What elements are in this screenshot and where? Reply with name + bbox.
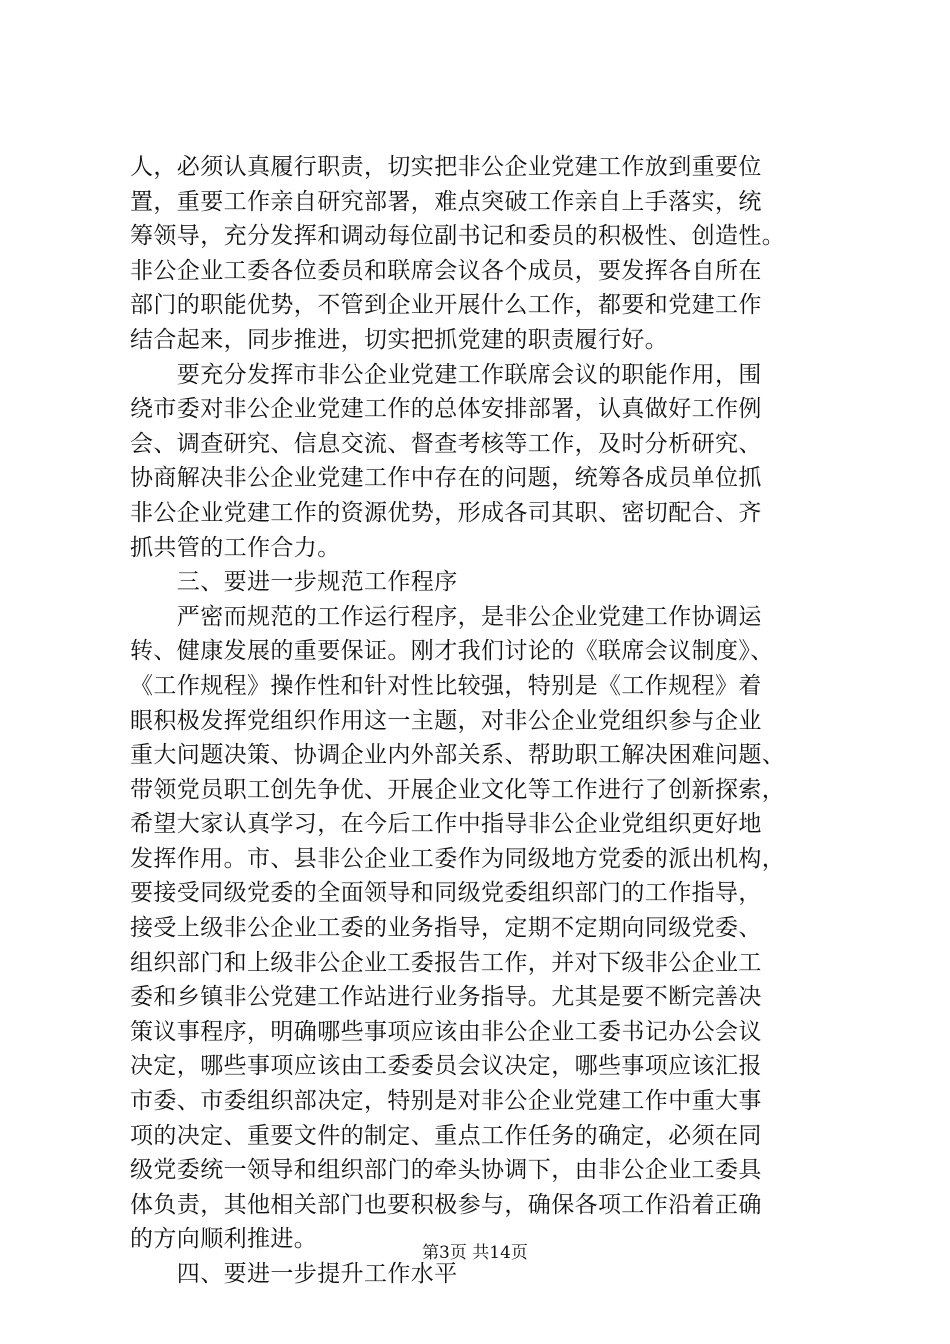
text-line: 部门的职能优势，不管到企业开展什么工作，都要和党建工作 bbox=[130, 292, 762, 319]
text-line: 抓共管的工作合力。 bbox=[130, 534, 341, 561]
text-line: 人，必须认真履行职责，切实把非公企业党建工作放到重要位 bbox=[130, 154, 762, 180]
text-line: 体负责，其他相关部门也要积极参与，确保各项工作沿着正确 bbox=[130, 1191, 762, 1218]
text-line: 要充分发挥市非公企业党建工作联席会议的职能作用，围 bbox=[130, 361, 762, 388]
text-line: 策议事程序，明确哪些事项应该由非公企业工委书记办公会议 bbox=[130, 1018, 762, 1045]
text-line: 协商解决非公企业党建工作中存在的问题，统筹各成员单位抓 bbox=[130, 465, 762, 492]
text-line: 三、要进一步规范工作程序 bbox=[130, 569, 458, 596]
text-line: 市委、市委组织部决定，特别是对非公企业党建工作中重大事 bbox=[130, 1088, 762, 1115]
body-text bbox=[130, 150, 842, 1292]
text-line: 绕市委对非公企业党建工作的总体安排部署，认真做好工作例 bbox=[130, 396, 762, 423]
text-line: 《工作规程》操作性和针对性比较强，特别是《工作规程》着 bbox=[130, 672, 762, 699]
text-line: 非公企业工委各位委员和联席会议各个成员，要发挥各自所在 bbox=[130, 257, 762, 284]
text-line: 发挥作用。市、县非公企业工委作为同级地方党委的派出机构， bbox=[130, 845, 786, 872]
text-line: 决定，哪些事项应该由工委委员会议决定，哪些事项应该汇报 bbox=[130, 1053, 762, 1080]
page-footer: 第3页 共14页 bbox=[422, 1243, 528, 1263]
text-line: 会、调查研究、信息交流、督查考核等工作，及时分析研究、 bbox=[130, 430, 762, 457]
text-line: 的方向顺利推进。 bbox=[130, 1226, 318, 1253]
text-line: 置，重要工作亲自研究部署，难点突破工作亲自上手落实，统 bbox=[130, 188, 762, 215]
text-line: 接受上级非公企业工委的业务指导，定期不定期向同级党委、 bbox=[130, 915, 762, 942]
text-line: 严密而规范的工作运行程序，是非公企业党建工作协调运 bbox=[130, 603, 762, 630]
text-line: 结合起来，同步推进，切实把抓党建的职责履行好。 bbox=[130, 326, 669, 353]
text-line: 要接受同级党委的全面领导和同级党委组织部门的工作指导， bbox=[130, 880, 762, 907]
text-line: 眼积极发挥党组织作用这一主题，对非公企业党组织参与企业 bbox=[130, 707, 762, 734]
text-line: 四、要进一步提升工作水平 bbox=[130, 1261, 458, 1287]
text-line: 级党委统一领导和组织部门的牵头协调下，由非公企业工委具 bbox=[130, 1157, 762, 1184]
text-line: 非公企业党建工作的资源优势，形成各司其职、密切配合、齐 bbox=[130, 499, 762, 526]
text-line: 希望大家认真学习，在今后工作中指导非公企业党组织更好地 bbox=[130, 811, 762, 838]
text-line: 重大问题决策、协调企业内外部关系、帮助职工解决困难问题、 bbox=[130, 742, 786, 769]
text-line: 组织部门和上级非公企业工委报告工作，并对下级非公企业工 bbox=[130, 949, 762, 976]
text-line: 转、健康发展的重要保证。刚才我们讨论的《联席会议制度》、 bbox=[130, 638, 774, 665]
text-line: 委和乡镇非公党建工作站进行业务指导。尤其是要不断完善决 bbox=[130, 984, 762, 1011]
text-line: 筹领导，充分发挥和调动每位副书记和委员的积极性、创造性。 bbox=[130, 223, 786, 250]
text-line: 带领党员职工创先争优、开展企业文化等工作进行了创新探索， bbox=[130, 776, 786, 803]
text-line: 项的决定、重要文件的制定、重点工作任务的确定，必须在同 bbox=[130, 1122, 762, 1149]
